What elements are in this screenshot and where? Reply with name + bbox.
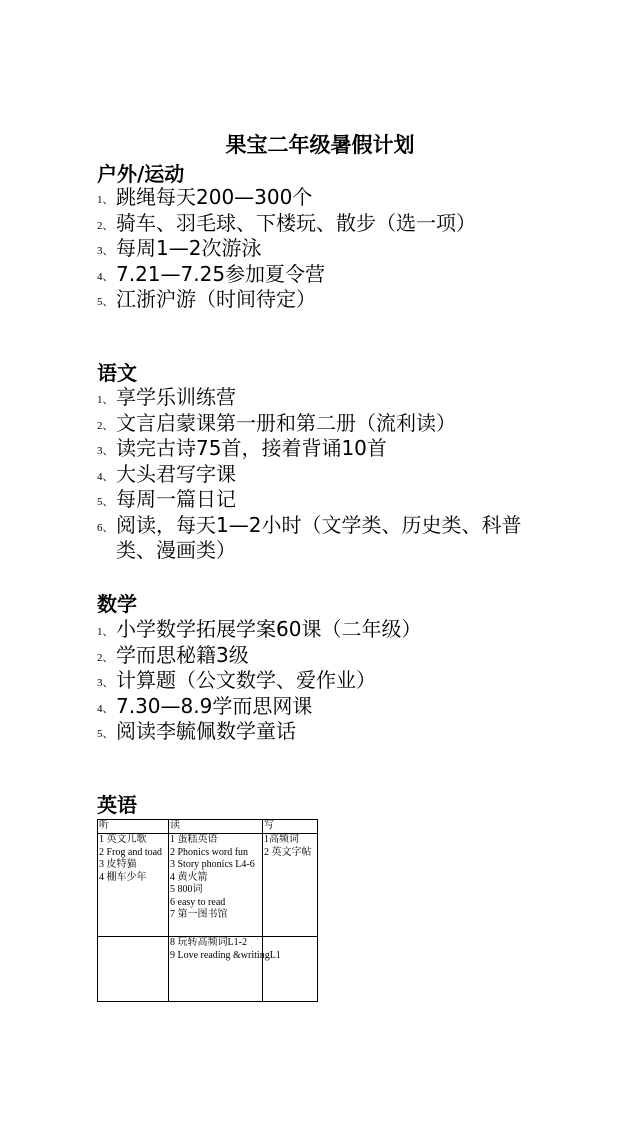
cell-line: 3 Story phonics L4-6 bbox=[170, 859, 255, 870]
section-heading-outdoor: 户外/运动 bbox=[97, 162, 185, 186]
list-item-number: 5、 bbox=[97, 728, 114, 740]
list-item-text: 大头君写字课 bbox=[116, 461, 236, 486]
cell-line: 9 Love reading &writingL1 bbox=[170, 949, 281, 961]
table-header-row bbox=[98, 820, 318, 834]
list-item bbox=[97, 668, 557, 694]
list-item-text: 7.21—7.25参加夏令营 bbox=[116, 261, 326, 286]
list-item-text: 享学乐训练营 bbox=[116, 385, 236, 409]
outdoor-list bbox=[97, 185, 557, 313]
table-row bbox=[98, 834, 318, 937]
list-item-number: 3、 bbox=[97, 245, 114, 257]
list-item-number: 4、 bbox=[97, 470, 114, 483]
english-plan-table bbox=[97, 819, 318, 1002]
table-cell bbox=[98, 834, 169, 937]
chinese-list bbox=[97, 385, 557, 564]
table-cell bbox=[169, 834, 263, 937]
list-item-text: 阅读，每天1—2小时（文学类、历史类、科普类、漫画类） bbox=[116, 512, 522, 562]
list-item bbox=[97, 513, 557, 564]
list-item-number: 1、 bbox=[97, 394, 114, 406]
column-header-read: 读 bbox=[169, 820, 263, 834]
cell-line: 1 蛋糕英语 bbox=[170, 834, 218, 845]
list-item bbox=[97, 185, 557, 211]
list-item-text: 跳绳每天200—300个 bbox=[116, 185, 313, 209]
cell-line: 4 棚车少年 bbox=[99, 871, 147, 883]
table-row bbox=[98, 937, 318, 1002]
page-title: 果宝二年级暑假计划 bbox=[225, 133, 415, 157]
list-item bbox=[97, 385, 557, 411]
cell-line: 7 第一图书馆 bbox=[170, 909, 228, 920]
list-item bbox=[97, 617, 557, 643]
list-item bbox=[97, 462, 557, 488]
section-heading-english: 英语 bbox=[97, 793, 137, 817]
table-cell bbox=[263, 937, 318, 1002]
list-item bbox=[97, 262, 557, 288]
list-item-number: 4、 bbox=[97, 702, 114, 715]
column-header-write: 写 bbox=[263, 820, 318, 834]
list-item bbox=[97, 643, 557, 669]
list-item-text: 学而思秘籍3级 bbox=[116, 642, 249, 667]
cell-line: 2 Frog and toad bbox=[99, 846, 163, 858]
list-item-number: 3、 bbox=[97, 677, 114, 689]
cell-line: 1 英文儿歌 bbox=[99, 834, 147, 845]
list-item-number: 1、 bbox=[97, 626, 114, 638]
list-item bbox=[97, 287, 557, 313]
list-item-text: 江浙沪游（时间待定） bbox=[116, 287, 316, 311]
table-cell bbox=[98, 937, 169, 1002]
cell-line: 1高频词 bbox=[264, 834, 299, 845]
list-item-text: 文言启蒙课第一册和第二册（流利读） bbox=[116, 410, 456, 435]
section-heading-chinese: 语文 bbox=[97, 361, 137, 385]
list-item-text: 阅读李毓佩数学童话 bbox=[116, 719, 296, 743]
list-item bbox=[97, 436, 557, 462]
list-item bbox=[97, 411, 557, 437]
list-item bbox=[97, 236, 557, 262]
cell-line: 3 皮特猫 bbox=[99, 859, 137, 870]
list-item-text: 骑车、羽毛球、下楼玩、散步（选一项） bbox=[116, 210, 476, 235]
list-item-text: 7.30—8.9学而思网课 bbox=[116, 693, 313, 718]
section-heading-math: 数学 bbox=[97, 592, 137, 616]
cell-line: 2 英文字帖 bbox=[264, 846, 312, 858]
list-item-number: 3、 bbox=[97, 445, 114, 457]
list-item-number: 2、 bbox=[97, 419, 114, 432]
list-item-text: 小学数学拓展学案60课（二年级） bbox=[116, 617, 422, 641]
list-item bbox=[97, 694, 557, 720]
list-item-number: 2、 bbox=[97, 651, 114, 664]
list-item bbox=[97, 211, 557, 237]
list-item-number: 4、 bbox=[97, 270, 114, 283]
list-item-number: 5、 bbox=[97, 496, 114, 508]
list-item bbox=[97, 487, 557, 513]
list-item-number: 2、 bbox=[97, 219, 114, 232]
list-item-text: 每周一篇日记 bbox=[116, 487, 236, 511]
list-item-number: 1、 bbox=[97, 194, 114, 206]
table-cell bbox=[263, 834, 318, 937]
cell-line: 8 玩转高频词L1-2 bbox=[170, 937, 247, 948]
math-list bbox=[97, 617, 557, 745]
cell-line: 2 Phonics word fun bbox=[170, 846, 249, 858]
list-item bbox=[97, 719, 557, 745]
cell-line: 4 黄火箭 bbox=[170, 871, 208, 883]
table-cell bbox=[169, 937, 281, 1002]
list-item-text: 每周1—2次游泳 bbox=[116, 236, 262, 260]
list-item-text: 读完古诗75首，接着背诵10首 bbox=[116, 436, 387, 460]
cell-line: 5 800词 bbox=[170, 884, 203, 895]
list-item-number: 5、 bbox=[97, 296, 114, 308]
list-item-text: 计算题（公文数学、爱作业） bbox=[116, 668, 376, 692]
column-header-listen: 听 bbox=[98, 820, 169, 834]
cell-line: 6 easy to read bbox=[170, 896, 226, 908]
list-item-number: 6、 bbox=[97, 521, 114, 534]
